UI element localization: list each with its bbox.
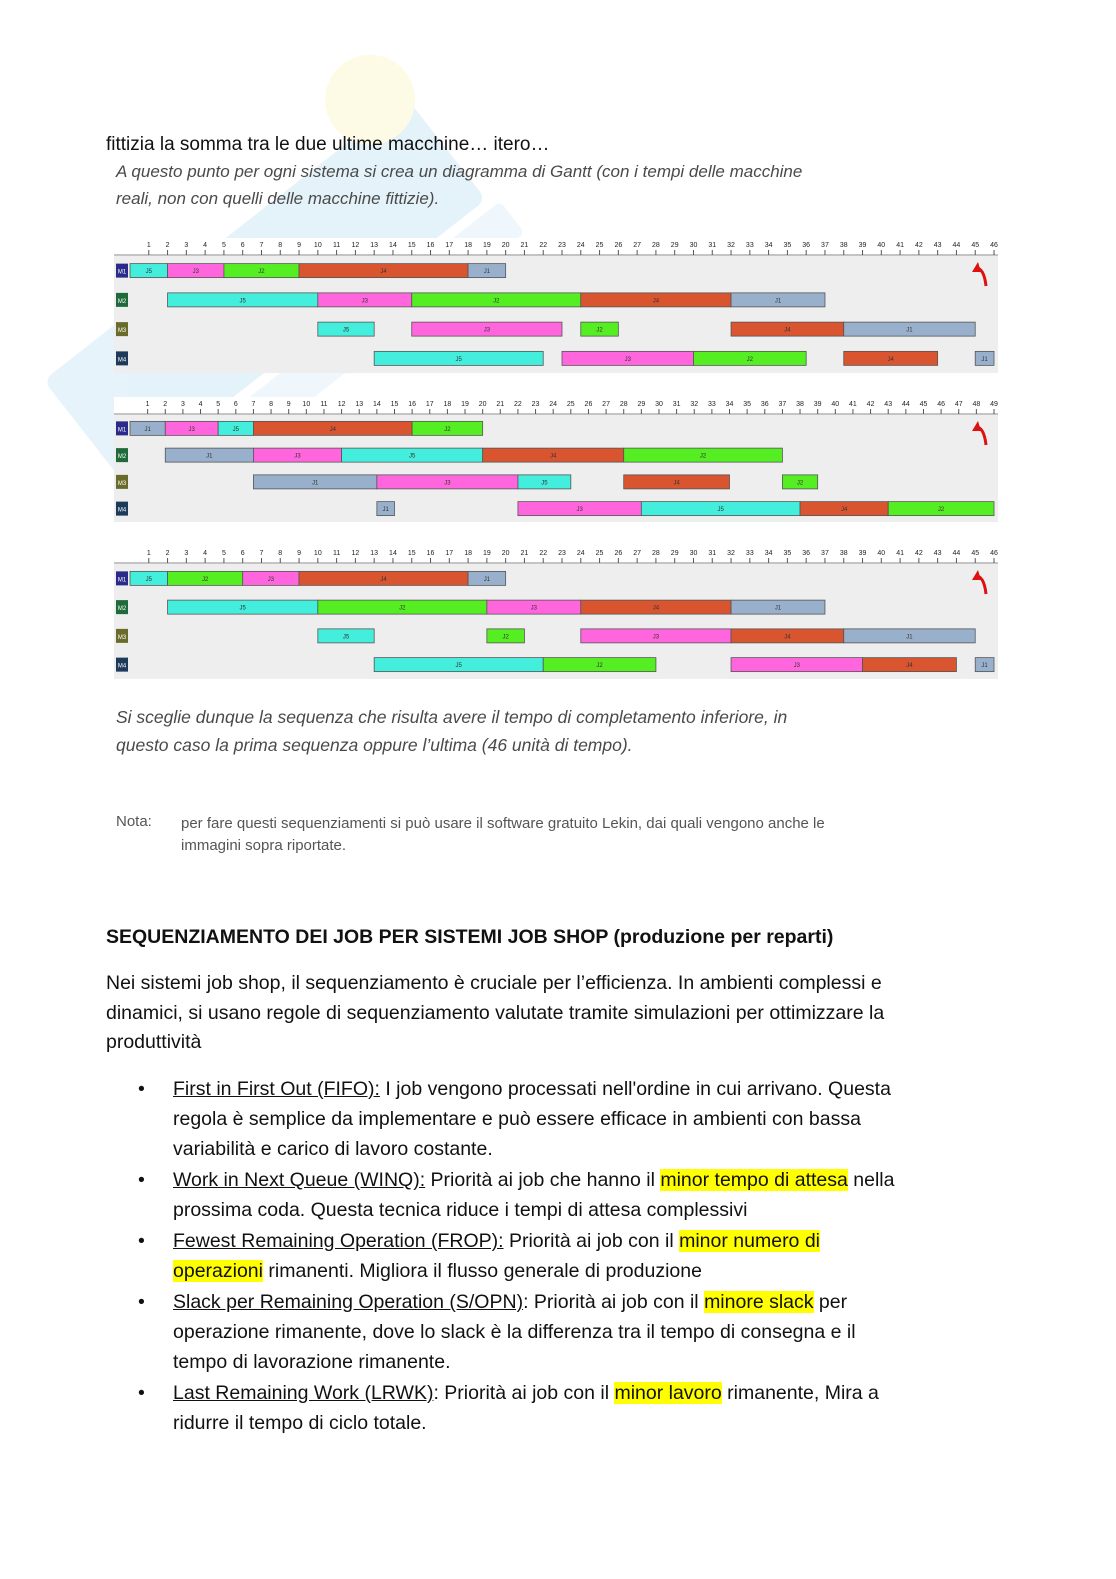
tick-label: 47	[954, 401, 963, 408]
tick-label: 9	[297, 550, 301, 557]
tick-label: 17	[445, 550, 454, 557]
gantt-bar-label: J2	[796, 480, 804, 487]
note-text	[181, 813, 981, 857]
tick-label: 26	[614, 242, 623, 249]
tick-label: 35	[783, 550, 792, 557]
gantt-bar-label: J4	[673, 480, 680, 487]
tick-label: 34	[725, 401, 734, 408]
tick-label: 7	[251, 401, 256, 408]
tick-label: 41	[896, 550, 904, 557]
rule-text: I job vengono processati nell'ordine in cui arrivano. Questa	[379, 1078, 891, 1100]
gantt-bar-label: J5	[455, 663, 462, 670]
tick-label: 28	[652, 550, 660, 557]
rule-line	[173, 1226, 1014, 1256]
gantt-bar-label: J4	[784, 634, 791, 641]
gantt-bar-label: J5	[342, 327, 350, 334]
tick-label: 37	[821, 242, 829, 249]
tick-label: 7	[259, 242, 264, 249]
gantt-bar-label: J2	[746, 356, 753, 363]
conclusion-line: Si sceglie dunque la sequenza che risulta avere il tempo di completamento inferiore, in	[116, 707, 788, 727]
tick-label: 12	[351, 550, 360, 557]
machine-label: M3	[117, 634, 127, 641]
tick-label: 43	[884, 401, 893, 408]
gantt-bar-label: J1	[774, 605, 782, 612]
gantt-bar-label: J4	[652, 605, 660, 612]
tick-label: 15	[390, 401, 399, 408]
tick-label: 22	[514, 401, 522, 408]
gantt-bar-label: J2	[399, 605, 406, 612]
gantt-bar-label: J2	[493, 298, 500, 305]
tick-label: 42	[914, 242, 923, 249]
tick-label: 36	[802, 550, 811, 557]
tick-label: 4	[203, 550, 208, 557]
rule-line	[173, 1165, 1014, 1195]
tick-label: 19	[482, 550, 491, 557]
rule-text: rimanenti. Migliora il flusso generale di produzione	[262, 1260, 702, 1282]
tick-label: 15	[407, 550, 416, 557]
list-item	[134, 1226, 1014, 1286]
gantt-bar-label: J1	[382, 507, 389, 514]
tick-label: 21	[520, 242, 529, 249]
gantt-bar-label: J2	[699, 453, 707, 460]
rule-text: : Priorità ai job con il	[433, 1382, 615, 1404]
gantt-bar-label: J4	[329, 426, 336, 433]
tick-label: 2	[165, 550, 170, 557]
gantt-bar-label: J5	[232, 426, 239, 433]
bullet-icon: •	[138, 1382, 145, 1404]
tick-label: 46	[990, 550, 998, 557]
tick-label: 29	[637, 401, 646, 408]
tick-label: 12	[351, 242, 360, 249]
tick-label: 7	[259, 550, 264, 557]
tick-label: 31	[708, 550, 717, 557]
gantt-bar-label: J4	[906, 663, 913, 670]
tick-label: 13	[355, 401, 364, 408]
tick-label: 38	[839, 242, 848, 249]
list-item	[134, 1074, 1014, 1164]
gantt-bar-label: J1	[906, 634, 913, 641]
tick-label: 36	[760, 401, 769, 408]
gantt-bar-label: J2	[596, 327, 603, 334]
tick-label: 11	[332, 242, 341, 249]
rule-text: Priorità ai job con il	[503, 1230, 680, 1252]
machine-label: M4	[117, 663, 127, 670]
gantt-bar-label: J4	[550, 453, 557, 460]
gantt-bar-label: J1	[144, 426, 151, 433]
gantt-intro	[116, 158, 1016, 212]
machine-label: M2	[117, 454, 127, 461]
machine-label: M2	[117, 606, 127, 613]
tick-label: 38	[796, 401, 804, 408]
gantt-bar-label: J5	[342, 634, 350, 641]
gantt-bar-label: J3	[444, 480, 451, 487]
tick-label: 35	[743, 401, 752, 408]
tick-label: 11	[332, 550, 341, 557]
tick-label: 30	[655, 401, 663, 408]
tick-label: 4	[203, 242, 208, 249]
machine-label: M4	[117, 507, 127, 514]
gantt-bar-label: J1	[311, 480, 319, 487]
list-item	[134, 1378, 1014, 1438]
rule-text: rimanente, Mira a	[721, 1382, 879, 1404]
tick-label: 5	[221, 550, 226, 557]
gantt-bar-label: J1	[483, 576, 491, 583]
tick-label: 41	[849, 401, 857, 408]
machine-label: M4	[117, 357, 127, 364]
tick-label: 13	[370, 242, 379, 249]
gantt-bar-label: J1	[483, 269, 491, 276]
tick-label: 33	[745, 550, 754, 557]
gantt-bar-label: J3	[576, 507, 583, 514]
tick-label: 22	[539, 550, 548, 557]
tick-label: 19	[482, 242, 491, 249]
rule-line: tempo di lavorazione rimanente.	[173, 1351, 451, 1373]
tick-label: 32	[727, 242, 735, 249]
gantt-bar-label: J3	[361, 298, 368, 305]
tick-label: 42	[914, 550, 923, 557]
tick-label: 10	[313, 242, 322, 249]
tick-label: 1	[146, 242, 151, 249]
tick-label: 35	[783, 242, 792, 249]
tick-label: 49	[990, 401, 998, 408]
tick-label: 25	[566, 401, 575, 408]
tick-label: 23	[558, 242, 566, 249]
paragraph-line: produttività	[106, 1031, 202, 1053]
tick-label: 31	[672, 401, 681, 408]
tick-label: 17	[445, 242, 454, 249]
tick-label: 6	[240, 550, 245, 557]
rule-name: First in First Out (FIFO):	[173, 1078, 380, 1100]
tick-label: 43	[933, 550, 942, 557]
tick-label: 15	[407, 242, 416, 249]
tick-label: 24	[576, 242, 585, 249]
highlight: minor numero di	[679, 1230, 820, 1252]
gantt-bar-label: J3	[624, 356, 631, 363]
tick-label: 31	[708, 242, 717, 249]
gantt-intro-line: A questo punto per ogni sistema si crea un diagramma di Gantt (con i tempi delle macchine	[116, 162, 803, 181]
gantt-bar-label: J2	[201, 576, 209, 583]
rule-name: Slack per Remaining Operation (S/OPN)	[173, 1291, 524, 1313]
gantt-bar-label: J3	[652, 634, 660, 641]
highlight: minore slack	[704, 1291, 814, 1313]
gantt-bar-label: J1	[981, 356, 988, 363]
machine-label: M3	[117, 328, 127, 335]
tick-label: 46	[990, 242, 998, 249]
machine-label: M2	[117, 298, 127, 305]
gantt-bar-label: J5	[455, 356, 462, 363]
gantt-bar-label: J5	[541, 480, 548, 487]
paragraph-line: dinamici, si usano regole di sequenziamento valutate tramite simulazioni per ottimizzare la	[106, 1001, 885, 1024]
tick-label: 29	[670, 242, 679, 249]
tick-label: 23	[531, 401, 540, 408]
tick-label: 48	[972, 401, 981, 408]
tick-label: 3	[184, 242, 189, 249]
rule-line	[173, 1256, 1014, 1286]
rule-name: Work in Next Queue (WINQ):	[173, 1169, 426, 1191]
rule-text: Priorità ai job che hanno il	[425, 1169, 661, 1191]
machine-label: M1	[117, 427, 127, 434]
tick-label: 14	[372, 401, 381, 408]
rule-text: : Priorità ai job con il	[523, 1291, 705, 1313]
note-label: Nota:	[116, 813, 152, 830]
rules-list	[134, 1074, 1014, 1439]
tick-label: 20	[501, 550, 510, 557]
tick-label: 14	[389, 242, 397, 249]
tick-label: 10	[302, 401, 311, 408]
rule-line	[173, 1287, 1014, 1317]
rule-text: per	[813, 1291, 848, 1313]
gantt-bar-label: J4	[652, 298, 660, 305]
tick-label: 34	[764, 550, 773, 557]
gantt-bar-label: J3	[294, 453, 301, 460]
tick-label: 4	[198, 401, 203, 408]
gantt-bar-label: J4	[887, 356, 894, 363]
tick-label: 27	[633, 242, 642, 249]
gantt-bar-label: J3	[483, 327, 491, 334]
intro-text: fittizia la somma tra le due ultime macchine… itero…	[106, 134, 550, 155]
gantt-bar-label: J1	[206, 453, 213, 460]
gantt-bar-label: J2	[937, 507, 945, 514]
section-paragraph	[106, 969, 1011, 1058]
tick-label: 37	[821, 550, 829, 557]
machine-label: M3	[117, 480, 127, 487]
tick-label: 9	[297, 242, 301, 249]
tick-label: 14	[389, 550, 397, 557]
bullet-icon: •	[138, 1230, 145, 1252]
gantt-chart-2	[114, 397, 998, 522]
rule-line: prossima coda. Questa tecnica riduce i tempi di attesa complessivi	[173, 1199, 748, 1221]
tick-label: 20	[478, 401, 487, 408]
tick-label: 16	[426, 242, 435, 249]
tick-label: 5	[221, 242, 226, 249]
tick-label: 44	[901, 401, 910, 408]
tick-label: 17	[425, 401, 434, 408]
tick-label: 9	[286, 401, 291, 408]
tick-label: 40	[877, 550, 886, 557]
tick-label: 28	[652, 242, 660, 249]
tick-label: 43	[933, 242, 942, 249]
tick-label: 39	[858, 242, 867, 249]
tick-label: 16	[426, 550, 435, 557]
tick-label: 24	[576, 550, 585, 557]
rule-line	[173, 1378, 1014, 1408]
gantt-bar-label: J3	[793, 663, 800, 670]
gantt-bar-label: J1	[906, 327, 913, 334]
gantt-bar-label: J5	[717, 507, 724, 514]
tick-label: 33	[745, 242, 754, 249]
tick-label: 8	[278, 550, 283, 557]
tick-label: 3	[180, 401, 185, 408]
tick-label: 21	[496, 401, 505, 408]
tick-label: 45	[971, 242, 980, 249]
gantt-bar-label: J3	[188, 426, 195, 433]
tick-label: 12	[337, 401, 346, 408]
tick-label: 6	[233, 401, 238, 408]
tick-label: 40	[831, 401, 840, 408]
gantt-bar-label: J3	[267, 576, 275, 583]
tick-label: 25	[595, 242, 604, 249]
tick-label: 19	[461, 401, 469, 408]
tick-label: 24	[549, 401, 558, 408]
tick-label: 10	[313, 550, 322, 557]
highlight: operazioni	[173, 1260, 263, 1282]
gantt-bar-label: J4	[380, 269, 387, 276]
tick-label: 18	[443, 401, 452, 408]
list-item	[134, 1165, 1014, 1225]
gantt-bar-label: J2	[258, 269, 265, 276]
tick-label: 8	[278, 242, 283, 249]
tick-label: 42	[866, 401, 875, 408]
rule-line: regola è semplice da implementare e può essere efficace in ambienti con bassa	[173, 1108, 861, 1130]
tick-label: 40	[877, 242, 886, 249]
tick-label: 2	[163, 401, 168, 408]
rule-line: operazione rimanente, dove lo slack è la differenza tra il tempo di consegna e il	[173, 1321, 856, 1343]
gantt-bar-label: J1	[981, 663, 988, 670]
gantt-chart-3	[114, 546, 998, 679]
gantt-bar-label: J5	[145, 269, 152, 276]
gantt-bar-label: J2	[596, 663, 603, 670]
tick-label: 3	[184, 550, 189, 557]
rule-line	[173, 1074, 1014, 1104]
tick-label: 41	[896, 242, 904, 249]
gantt-chart-1	[114, 238, 998, 373]
gantt-bar-label: J5	[239, 298, 246, 305]
rule-line: variabilità e carico di lavoro costante.	[173, 1138, 493, 1160]
tick-label: 32	[690, 401, 699, 408]
tick-label: 8	[269, 401, 274, 408]
tick-label: 45	[919, 401, 928, 408]
tick-label: 6	[240, 242, 245, 249]
bullet-icon: •	[138, 1078, 145, 1100]
machine-label: M1	[117, 577, 127, 584]
note-line: immagini sopra riportate.	[181, 837, 347, 854]
tick-label: 22	[539, 242, 548, 249]
tick-label: 44	[952, 242, 961, 249]
conclusion	[116, 703, 1016, 759]
list-item	[134, 1287, 1014, 1377]
tick-label: 39	[858, 550, 867, 557]
tick-label: 27	[633, 550, 642, 557]
gantt-bar-label: J4	[840, 507, 848, 514]
tick-label: 30	[689, 242, 698, 249]
gantt-bar-label: J3	[530, 605, 537, 612]
tick-label: 33	[707, 401, 716, 408]
tick-label: 44	[952, 550, 961, 557]
tick-label: 36	[802, 242, 811, 249]
tick-label: 46	[937, 401, 946, 408]
tick-label: 18	[464, 550, 472, 557]
gantt-bar-label: J2	[444, 426, 451, 433]
rule-name: Last Remaining Work (LRWK)	[173, 1382, 434, 1404]
tick-label: 27	[602, 401, 610, 408]
tick-label: 25	[595, 550, 604, 557]
bullet-icon: •	[138, 1291, 145, 1313]
tick-label: 1	[146, 550, 151, 557]
gantt-bar-label: J4	[784, 327, 791, 334]
tick-label: 32	[727, 550, 735, 557]
tick-label: 16	[408, 401, 417, 408]
tick-label: 2	[165, 242, 170, 249]
tick-label: 20	[501, 242, 510, 249]
tick-label: 21	[520, 550, 529, 557]
tick-label: 13	[370, 550, 379, 557]
conclusion-line: questo caso la prima sequenza oppure l’ultima (46 unità di tempo).	[116, 735, 633, 755]
section-heading: SEQUENZIAMENTO DEI JOB PER SISTEMI JOB SHOP (produzione per reparti)	[106, 926, 834, 948]
rule-name: Fewest Remaining Operation (FROP):	[173, 1230, 504, 1252]
machine-label: M1	[117, 269, 127, 276]
gantt-bar-label: J5	[239, 605, 246, 612]
tick-label: 1	[145, 401, 150, 408]
tick-label: 30	[689, 550, 698, 557]
tick-label: 45	[971, 550, 980, 557]
tick-label: 29	[670, 550, 679, 557]
tick-label: 39	[813, 401, 822, 408]
gantt-bar-label: J5	[408, 453, 416, 460]
paragraph-line: Nei sistemi job shop, il sequenziamento è cruciale per l’efficienza. In ambienti complessi e	[106, 972, 882, 994]
gantt-bar-label: J1	[774, 298, 782, 305]
tick-label: 5	[216, 401, 221, 408]
gantt-intro-line: reali, non con quelli delle macchine fittizie).	[116, 189, 440, 208]
rule-text: nella	[847, 1169, 895, 1191]
tick-label: 26	[614, 550, 623, 557]
gantt-bar-label: J4	[380, 576, 387, 583]
tick-label: 38	[839, 550, 848, 557]
tick-label: 26	[584, 401, 593, 408]
bullet-icon: •	[138, 1169, 145, 1191]
tick-label: 11	[320, 401, 328, 408]
gantt-bar-label: J3	[192, 269, 199, 276]
gantt-bar-label: J2	[502, 634, 509, 641]
tick-label: 28	[619, 401, 628, 408]
tick-label: 37	[778, 401, 787, 408]
highlight: minor lavoro	[614, 1382, 722, 1404]
highlight: minor tempo di attesa	[660, 1169, 848, 1191]
gantt-bar-label: J5	[145, 576, 152, 583]
note-line: per fare questi sequenziamenti si può usare il software gratuito Lekin, dai quali vengono anche le	[181, 815, 825, 832]
tick-label: 18	[464, 242, 472, 249]
rule-line: ridurre il tempo di ciclo totale.	[173, 1412, 427, 1434]
tick-label: 34	[764, 242, 773, 249]
tick-label: 23	[558, 550, 566, 557]
